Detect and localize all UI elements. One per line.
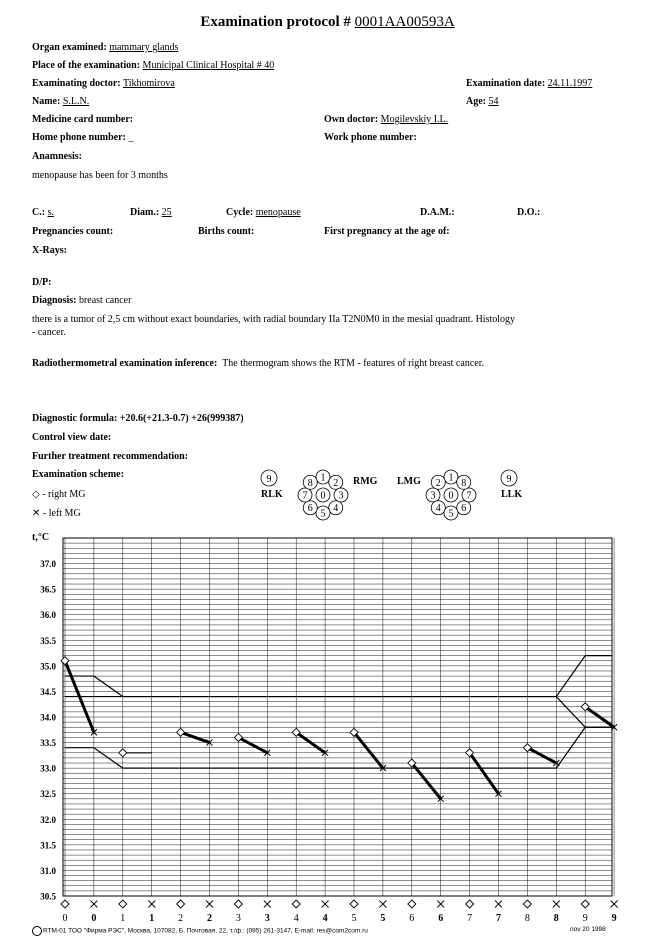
y-axis-label: t,°C xyxy=(32,532,50,543)
place-row: Place of the examination: Municipal Clinical Hospital # 40 xyxy=(32,60,275,71)
x-marker-cross xyxy=(379,901,386,908)
do-row: D.O.: xyxy=(517,207,541,218)
x-marker-diamond xyxy=(523,900,531,908)
x-marker-cross xyxy=(553,901,560,908)
diam-row: Diam.: 25 xyxy=(130,207,172,218)
y-tick-label: 34.5 xyxy=(40,686,56,697)
dp-row: D/P: xyxy=(32,277,52,288)
card-row: Medicine card number: xyxy=(32,114,134,125)
x-marker-diamond xyxy=(61,900,69,908)
x-marker-cross xyxy=(206,901,213,908)
scheme-point-1-label: 1 xyxy=(448,472,454,484)
x-tick-label: 8 xyxy=(524,913,530,924)
series-segment xyxy=(238,737,267,752)
x-marker-cross xyxy=(437,901,444,908)
y-axis-ticks xyxy=(40,559,56,901)
right-mg-point xyxy=(61,657,69,665)
rmg-label: RMG xyxy=(353,476,378,487)
footer-date: nov 20 1998 xyxy=(570,926,606,933)
scheme-point-3-label: 3 xyxy=(430,490,436,502)
name-row: Name: S.L.N. xyxy=(32,96,90,107)
x-tick-label: 1 xyxy=(120,913,126,924)
x-tick-label: 6 xyxy=(438,913,444,924)
y-tick-label: 33.5 xyxy=(40,738,56,749)
x-marker-cross xyxy=(322,901,329,908)
dam-row: D.A.M.: xyxy=(420,207,455,218)
scheme-point-5-label: 5 xyxy=(320,508,326,520)
home-phone-row: Home phone number: _ xyxy=(32,132,134,143)
y-tick-label: 37.0 xyxy=(40,559,56,570)
x-tick-label: 4 xyxy=(293,913,299,924)
doctor-row: Examinating doctor: Tikhomirova xyxy=(32,78,175,89)
scheme-point-4-label: 4 xyxy=(333,503,339,515)
pregnancies-row: Pregnancies count: xyxy=(32,226,114,237)
date-row: Examination date: 24.11.1997 xyxy=(466,78,593,89)
x-marker-cross xyxy=(264,901,271,908)
x-tick-label: 3 xyxy=(264,913,270,924)
x-tick-label: 2 xyxy=(207,913,212,924)
x-tick-label: 2 xyxy=(178,913,184,924)
protocol-number: 0001AA00593A xyxy=(354,14,455,30)
x-tick-label: 1 xyxy=(149,913,155,924)
x-marker-cross xyxy=(495,901,502,908)
x-marker-diamond xyxy=(119,900,127,908)
diagnosis-text-line-2: - cancer. xyxy=(32,327,66,338)
y-tick-label: 31.0 xyxy=(40,865,56,876)
xrays-row: X-Rays: xyxy=(32,245,67,256)
x-tick-label: 3 xyxy=(235,913,241,924)
x-marker-cross xyxy=(90,901,97,908)
x-tick-label: 6 xyxy=(409,913,415,924)
x-marker-diamond xyxy=(581,900,589,908)
scheme-point-2-label: 2 xyxy=(435,477,441,489)
scheme-point-7-label: 7 xyxy=(302,490,308,502)
lmg-scheme xyxy=(426,470,476,520)
right-mg-point xyxy=(177,728,185,736)
further-row: Further treatment recommendation: xyxy=(32,451,189,462)
scheme-point-8-label: 8 xyxy=(307,477,313,489)
first-pregnancy-row: First pregnancy at the age of: xyxy=(324,226,450,237)
scheme-point-6-label: 6 xyxy=(307,503,313,515)
x-marker-diamond xyxy=(234,900,242,908)
examination-scheme xyxy=(245,465,545,527)
x-marker-cross xyxy=(611,901,618,908)
legend-right: ◇ - right MG xyxy=(32,489,86,500)
y-tick-label: 36.0 xyxy=(40,610,56,621)
y-tick-label: 32.5 xyxy=(40,789,56,800)
diamond-icon: ◇ xyxy=(32,489,40,500)
age-row: Age: 54 xyxy=(466,96,499,107)
diagnosis-text-line-1: there is a tumor of 2,5 cm without exact boundaries, with radial boundary IIa T2N0M0 in the mesial quadrant. Histology xyxy=(32,314,516,325)
y-tick-label: 32.0 xyxy=(40,814,56,825)
x-marker-diamond xyxy=(466,900,474,908)
x-tick-label: 0 xyxy=(62,913,68,924)
diagnosis-row: Diagnosis: breast cancer xyxy=(32,295,132,306)
llk-label: LLK xyxy=(501,489,523,500)
x-tick-label: 4 xyxy=(322,913,328,924)
y-tick-label: 31.5 xyxy=(40,840,56,851)
logo-icon xyxy=(32,926,42,936)
anamnesis-label: Anamnesis: xyxy=(32,151,83,162)
births-row: Births count: xyxy=(198,226,255,237)
scheme-point-1-label: 1 xyxy=(320,472,326,484)
x-tick-label: 7 xyxy=(467,913,473,924)
chart-grid xyxy=(63,538,614,896)
y-tick-label: 36.5 xyxy=(40,584,56,595)
x-axis-markers xyxy=(61,900,618,908)
x-tick-label: 5 xyxy=(351,913,357,924)
own-doctor-row: Own doctor: Mogilevskiy I.L. xyxy=(324,114,449,125)
right-mg-point xyxy=(119,749,127,757)
cross-icon: ✕ xyxy=(32,508,41,519)
x-tick-label: 5 xyxy=(380,913,386,924)
x-marker-diamond xyxy=(177,900,185,908)
rmg-scheme xyxy=(298,470,348,520)
x-tick-label: 9 xyxy=(582,913,588,924)
x-tick-label: 7 xyxy=(496,913,501,924)
work-phone-row: Work phone number: xyxy=(324,132,417,143)
x-axis-labels xyxy=(63,913,617,924)
scheme-point-0-label: 0 xyxy=(320,490,326,502)
scheme-point-8-label: 8 xyxy=(461,477,467,489)
lmg-label: LMG xyxy=(397,476,421,487)
x-marker-diamond xyxy=(350,900,358,908)
y-tick-label: 35.5 xyxy=(40,635,56,646)
control-row: Control view date: xyxy=(32,432,112,443)
x-marker-diamond xyxy=(292,900,300,908)
data-series xyxy=(61,657,617,802)
y-tick-label: 35.0 xyxy=(40,661,56,672)
scheme-label: Examination scheme: xyxy=(32,469,124,480)
organ-row: Organ examined: mammary glands xyxy=(32,42,179,53)
scheme-point-6-label: 6 xyxy=(461,503,467,515)
x-tick-label: 9 xyxy=(611,913,617,924)
x-marker-diamond xyxy=(408,900,416,908)
scheme-point-2-label: 2 xyxy=(333,477,339,489)
y-tick-label: 30.5 xyxy=(40,891,56,902)
legend-left: ✕ - left MG xyxy=(32,508,81,519)
formula-row: Diagnostic formula: +20.6(+21.3-0.7) +26(999387) xyxy=(32,413,244,424)
scheme-point-7-label: 7 xyxy=(466,490,472,502)
llk-point-label: 9 xyxy=(506,474,512,485)
y-tick-label: 33.0 xyxy=(40,763,56,774)
scheme-point-5-label: 5 xyxy=(448,508,454,520)
series-segment xyxy=(527,748,556,763)
scheme-point-4-label: 4 xyxy=(435,503,441,515)
thermogram-chart xyxy=(0,528,655,928)
x-marker-cross xyxy=(148,901,155,908)
rlk-point-label: 9 xyxy=(266,474,272,485)
inference-row: Radiothermometral examination inference: The thermogram shows the RTM - features of right breast cancer. xyxy=(32,358,484,369)
page-title: Examination protocol # 0001AA00593A xyxy=(200,14,455,30)
anamnesis-text: menopause has been for 3 months xyxy=(32,170,168,181)
rlk-label: RLK xyxy=(261,489,283,500)
scheme-point-0-label: 0 xyxy=(448,490,454,502)
footer: RTM-01 ТОО "Фирма РЭС", Москва, 107082, Б. Почтовая, 22, т./ф.: (095) 261-3147, E-mail: res@com2com.ru xyxy=(32,926,368,936)
scheme-point-3-label: 3 xyxy=(338,490,344,502)
cycle-row: Cycle: menopause xyxy=(226,207,301,218)
c-row: C.: s. xyxy=(32,207,54,218)
y-tick-label: 34.0 xyxy=(40,712,56,723)
x-tick-label: 8 xyxy=(553,913,559,924)
series-segment xyxy=(354,732,383,768)
x-tick-label: 0 xyxy=(91,913,97,924)
